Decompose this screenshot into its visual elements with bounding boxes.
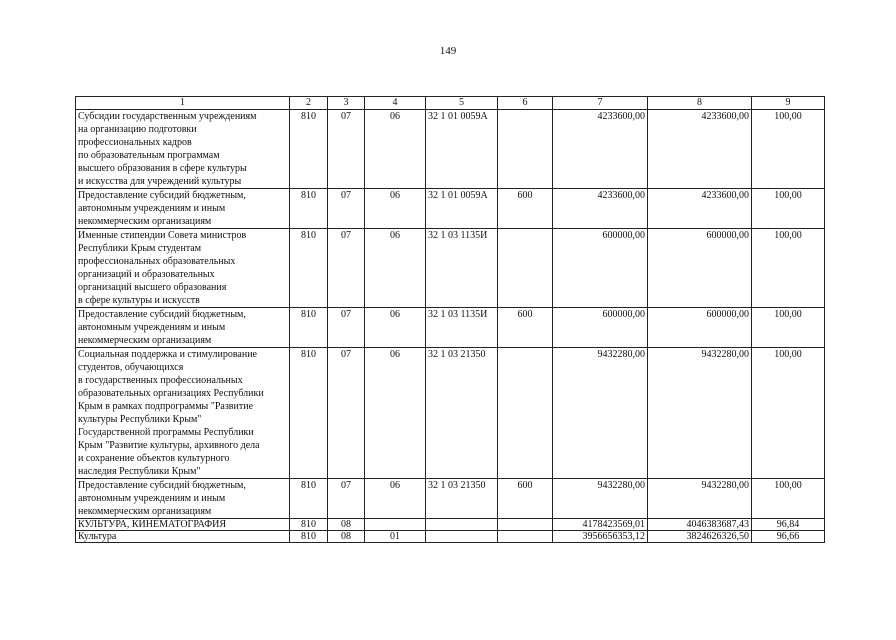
amount-planned: 600000,00: [553, 308, 648, 348]
percent-executed: 96,84: [752, 519, 825, 531]
expense-type: [498, 531, 553, 543]
amount-executed: 4233600,00: [648, 110, 752, 189]
amount-planned: 3956656353,12: [553, 531, 648, 543]
header-cell: 6: [498, 97, 553, 110]
expense-type: [498, 519, 553, 531]
code-cell: 06: [365, 308, 426, 348]
code-cell: 08: [328, 531, 365, 543]
item-name: Предоставление субсидий бюджетным, автономным учреждениям и иным некоммерческим организациям: [76, 308, 290, 348]
item-name: Субсидии государственным учреждениям на организацию подготовки профессиональных кадров по образовательным программам высшего образования в сфере культуры и искусства для учреждений культуры: [76, 110, 290, 189]
header-cell: 3: [328, 97, 365, 110]
amount-executed: 4046383687,43: [648, 519, 752, 531]
target-code: 32 1 01 0059А: [426, 189, 498, 229]
target-code: 32 1 03 1135И: [426, 229, 498, 308]
expense-type: 600: [498, 479, 553, 519]
header-cell: 8: [648, 97, 752, 110]
code-cell: 810: [290, 229, 328, 308]
amount-planned: 600000,00: [553, 229, 648, 308]
code-cell: 810: [290, 110, 328, 189]
code-cell: 07: [328, 189, 365, 229]
percent-executed: 100,00: [752, 189, 825, 229]
amount-executed: 9432280,00: [648, 479, 752, 519]
percent-executed: 100,00: [752, 348, 825, 479]
table-row: [76, 229, 825, 308]
expense-type: [498, 229, 553, 308]
percent-executed: 100,00: [752, 308, 825, 348]
budget-table: [75, 96, 825, 543]
amount-planned: 9432280,00: [553, 348, 648, 479]
target-code: 32 1 03 1135И: [426, 308, 498, 348]
table-row: [76, 519, 825, 531]
amount-planned: 4233600,00: [553, 189, 648, 229]
percent-executed: 100,00: [752, 479, 825, 519]
code-cell: 810: [290, 348, 328, 479]
target-code: [426, 531, 498, 543]
header-cell: 5: [426, 97, 498, 110]
code-cell: [365, 519, 426, 531]
code-cell: 810: [290, 308, 328, 348]
code-cell: 06: [365, 229, 426, 308]
page-number: 149: [439, 45, 457, 57]
percent-executed: 100,00: [752, 110, 825, 189]
item-name: Культура: [76, 531, 290, 543]
amount-executed: 3824626326,50: [648, 531, 752, 543]
item-name: Предоставление субсидий бюджетным, автономным учреждениям и иным некоммерческим организациям: [76, 189, 290, 229]
code-cell: 07: [328, 229, 365, 308]
header-cell: 7: [553, 97, 648, 110]
code-cell: 810: [290, 189, 328, 229]
code-cell: 07: [328, 479, 365, 519]
amount-executed: 600000,00: [648, 229, 752, 308]
table-row: [76, 479, 825, 519]
header-cell: 2: [290, 97, 328, 110]
header-row: [76, 97, 825, 110]
code-cell: 07: [328, 308, 365, 348]
amount-planned: 9432280,00: [553, 479, 648, 519]
code-cell: 06: [365, 348, 426, 479]
amount-planned: 4233600,00: [553, 110, 648, 189]
table-row: [76, 531, 825, 543]
header-cell: 9: [752, 97, 825, 110]
code-cell: 810: [290, 531, 328, 543]
table-row: [76, 348, 825, 479]
percent-executed: 100,00: [752, 229, 825, 308]
header-cell: 4: [365, 97, 426, 110]
amount-executed: 9432280,00: [648, 348, 752, 479]
target-code: 32 1 03 21350: [426, 348, 498, 479]
amount-planned: 4178423569,01: [553, 519, 648, 531]
expense-type: [498, 348, 553, 479]
expense-type: 600: [498, 308, 553, 348]
code-cell: 07: [328, 348, 365, 479]
table-row: [76, 110, 825, 189]
code-cell: 06: [365, 189, 426, 229]
code-cell: 810: [290, 479, 328, 519]
table-row: [76, 189, 825, 229]
item-name: КУЛЬТУРА, КИНЕМАТОГРАФИЯ: [76, 519, 290, 531]
item-name: Именные стипендии Совета министров Республики Крым студентам профессиональных образовательных организаций и образовательных организаций высшего образования в сфере культуры и искусств: [76, 229, 290, 308]
amount-executed: 600000,00: [648, 308, 752, 348]
code-cell: 06: [365, 110, 426, 189]
code-cell: 08: [328, 519, 365, 531]
amount-executed: 4233600,00: [648, 189, 752, 229]
item-name: Предоставление субсидий бюджетным, автономным учреждениям и иным некоммерческим организациям: [76, 479, 290, 519]
code-cell: 06: [365, 479, 426, 519]
table-row: [76, 308, 825, 348]
expense-type: 600: [498, 189, 553, 229]
expense-type: [498, 110, 553, 189]
target-code: 32 1 01 0059А: [426, 110, 498, 189]
code-cell: 07: [328, 110, 365, 189]
item-name: Социальная поддержка и стимулирование студентов, обучающихся в государственных профессиональных образовательных организациях Республики Крым в рамках подпрограммы "Развитие культуры Республики Крым" Государственной программы Республики Крым "Развитие культуры, архивного дела и сохранение объектов культурного наследия Республики Крым": [76, 348, 290, 479]
header-cell: 1: [76, 97, 290, 110]
target-code: [426, 519, 498, 531]
code-cell: 01: [365, 531, 426, 543]
code-cell: 810: [290, 519, 328, 531]
percent-executed: 96,66: [752, 531, 825, 543]
target-code: 32 1 03 21350: [426, 479, 498, 519]
